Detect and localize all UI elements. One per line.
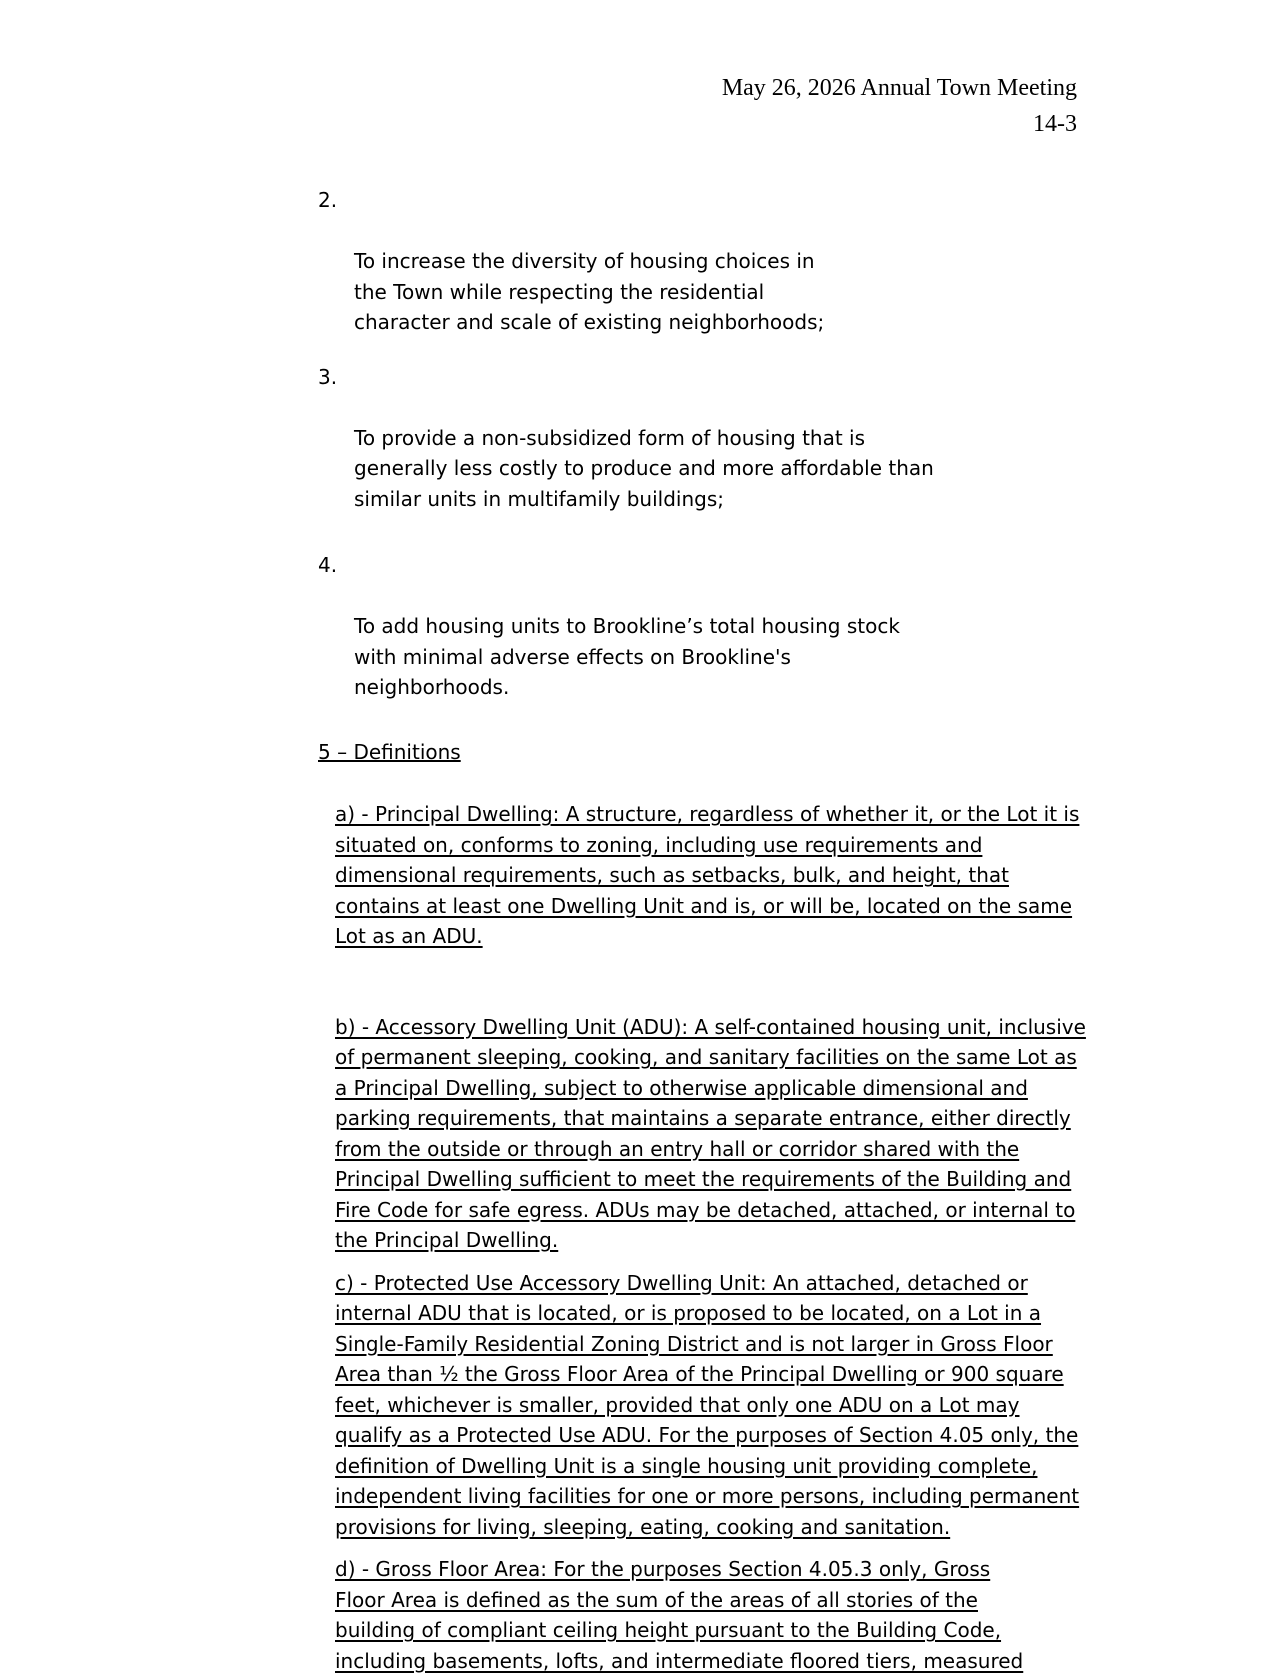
- definition-principal-dwelling: a) - Principal Dwelling: A structure, regardless of whether it, or the Lot it is situated on, conforms to zoning, including use requirements and dimensional requirements, such as setbacks, bulk, and height, that contains at least one Dwelling Unit and is, or will be, located on the same Lot as an ADU.: [335, 802, 1080, 948]
- goal-number: 2.: [318, 188, 338, 212]
- goal-item: [318, 362, 1098, 515]
- definition-protected-use-adu: c) - Protected Use Accessory Dwelling Unit: An attached, detached or internal ADU that is located, or is proposed to be located, on a Lot in a Single-Family Residential Zoning District and is not larger in Gross Floor Area than ½ the Gross Floor Area of the Principal Dwelling or 900 square feet, whichever is smaller, provided that only one ADU on a Lot may qualify as a Protected Use ADU. For the purposes of Section 4.05 only, the definition of Dwelling Unit is a single housing unit providing complete, independent living facilities for one or more persons, including permanent provisions for living, sleeping, eating, cooking and sanitation.: [335, 1270, 1080, 1539]
- goal-item: [318, 185, 1098, 338]
- definition-accessory-dwelling-unit: b) - Accessory Dwelling Unit (ADU): A self-contained housing unit, inclusive of permanent sleeping, cooking, and sanitary facilities on the same Lot as a Principal Dwelling, subject to otherwise applicable dimensional and parking requirements, that maintains a separate entrance, either directly from the outside or through an entry hall or corridor shared with the Principal Dwelling sufficient to meet the requirements of the Building and Fire Code for safe egress. ADUs may be detached, attached, or internal to the Principal Dwelling.: [335, 1014, 1086, 1252]
- goal-item: [318, 550, 1098, 703]
- definition-gross-floor-area: d) - Gross Floor Area: For the purposes Section 4.05.3 only, Gross Floor Area is defined as the sum of the areas of all stories of the building of compliant ceiling height pursuant to the Building Code, including basements, lofts, and intermediate floored tiers, measured: [335, 1557, 1024, 1673]
- goal-text: To add housing units to Brookline’s total housing stock with minimal adverse effects on Brookline's neighborhoods.: [354, 614, 900, 699]
- meeting-title: May 26, 2026 Annual Town Meeting: [721, 75, 1077, 101]
- section-heading: 5 – Definitions: [318, 739, 461, 764]
- goal-text: To increase the diversity of housing choices in the Town while respecting the residential character and scale of existing neighborhoods;: [354, 249, 825, 334]
- document-body: [318, 185, 1098, 1676]
- goal-text: To provide a non-subsidized form of housing that is generally less costly to produce and more affordable than similar units in multifamily buildings;: [354, 425, 934, 511]
- goal-number: 4.: [318, 553, 338, 577]
- page-number: 14-3: [1033, 111, 1077, 137]
- page-header: [722, 70, 1077, 142]
- goal-number: 3.: [318, 364, 338, 389]
